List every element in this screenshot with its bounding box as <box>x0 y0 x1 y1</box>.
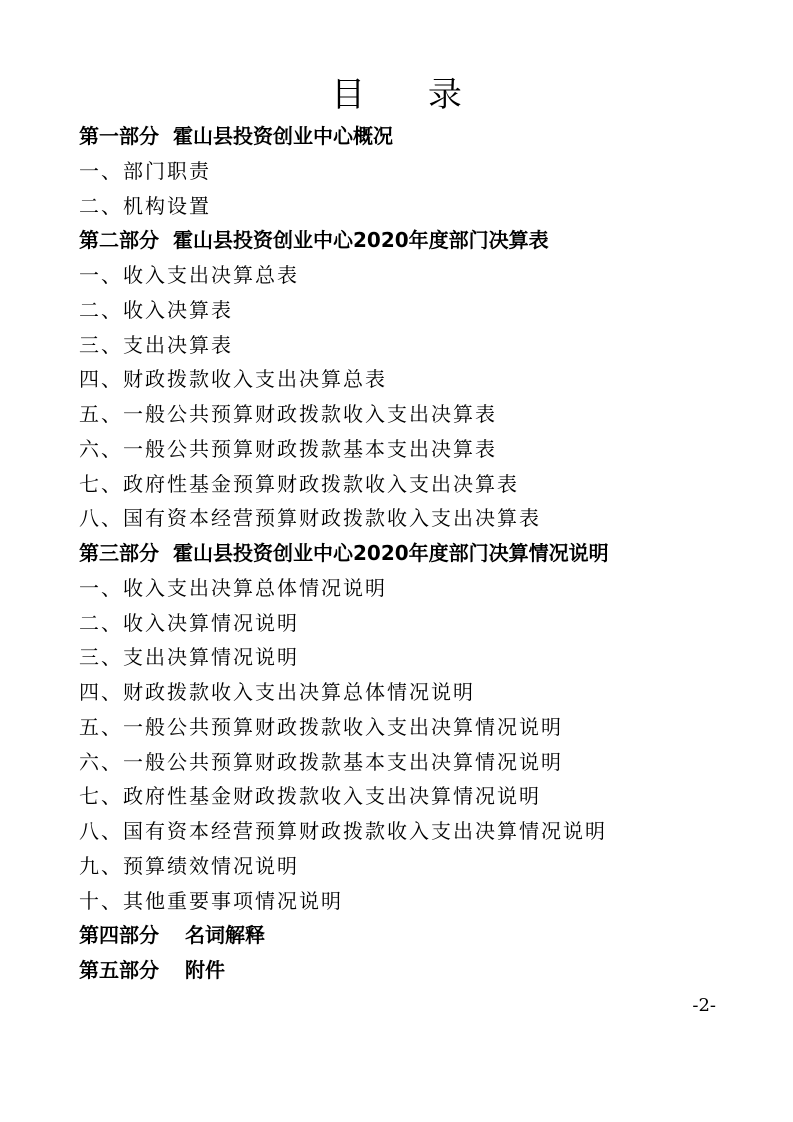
toc-part-5[interactable] <box>79 953 719 988</box>
page-title: 目 录 <box>331 75 488 115</box>
toc-part-label: 第三部分 <box>79 541 159 565</box>
toc-item[interactable]: 六、一般公共预算财政拨款基本支出决算表 <box>79 436 497 461</box>
toc-item[interactable]: 二、收入决算表 <box>79 297 233 322</box>
toc-item[interactable]: 八、国有资本经营预算财政拨款收入支出决算情况说明 <box>79 819 607 843</box>
toc-item[interactable]: 二、机构设置 <box>79 193 211 218</box>
toc-part-text: 附件 <box>185 958 225 982</box>
toc-item[interactable]: 三、支出决算表 <box>79 332 233 357</box>
toc-item[interactable]: 一、收入支出决算总体情况说明 <box>79 575 387 600</box>
table-of-contents <box>79 119 719 988</box>
toc-part-label: 第五部分 <box>79 958 159 982</box>
toc-item[interactable]: 五、一般公共预算财政拨款收入支出决算情况说明 <box>79 714 563 739</box>
toc-item[interactable]: 四、财政拨款收入支出决算总表 <box>79 367 387 392</box>
toc-item[interactable]: 一、收入支出决算总表 <box>79 263 299 287</box>
toc-item[interactable]: 五、一般公共预算财政拨款收入支出决算表 <box>79 402 497 426</box>
toc-item[interactable]: 七、政府性基金预算财政拨款收入支出决算表 <box>79 471 519 496</box>
toc-part-label: 第一部分 <box>79 124 159 148</box>
toc-item[interactable]: 三、支出决算情况说明 <box>79 645 299 670</box>
toc-item[interactable]: 十、其他重要事项情况说明 <box>79 888 343 913</box>
toc-item[interactable]: 二、收入决算情况说明 <box>79 610 299 635</box>
toc-part-3[interactable] <box>79 536 719 571</box>
toc-part-text: 霍山县投资创业中心2020年度部门决算表 <box>173 228 549 253</box>
toc-part-label: 第四部分 <box>79 923 159 948</box>
toc-part-label: 第二部分 <box>79 228 159 253</box>
toc-item[interactable]: 九、预算绩效情况说明 <box>79 853 299 878</box>
toc-item[interactable]: 一、部门职责 <box>79 158 211 183</box>
toc-item[interactable]: 七、政府性基金财政拨款收入支出决算情况说明 <box>79 784 541 809</box>
toc-item[interactable]: 六、一般公共预算财政拨款基本支出决算情况说明 <box>79 749 563 774</box>
toc-part-text: 霍山县投资创业中心概况 <box>173 124 393 148</box>
toc-item[interactable]: 四、财政拨款收入支出决算总体情况说明 <box>79 680 475 704</box>
toc-part-2[interactable] <box>79 223 719 258</box>
toc-item[interactable]: 八、国有资本经营预算财政拨款收入支出决算表 <box>79 506 541 531</box>
toc-part-text: 霍山县投资创业中心2020年度部门决算情况说明 <box>173 541 609 565</box>
toc-part-1[interactable] <box>79 119 719 154</box>
toc-part-4[interactable] <box>79 918 719 953</box>
toc-part-text: 名词解释 <box>185 923 265 948</box>
page-number: -2- <box>692 995 716 1016</box>
